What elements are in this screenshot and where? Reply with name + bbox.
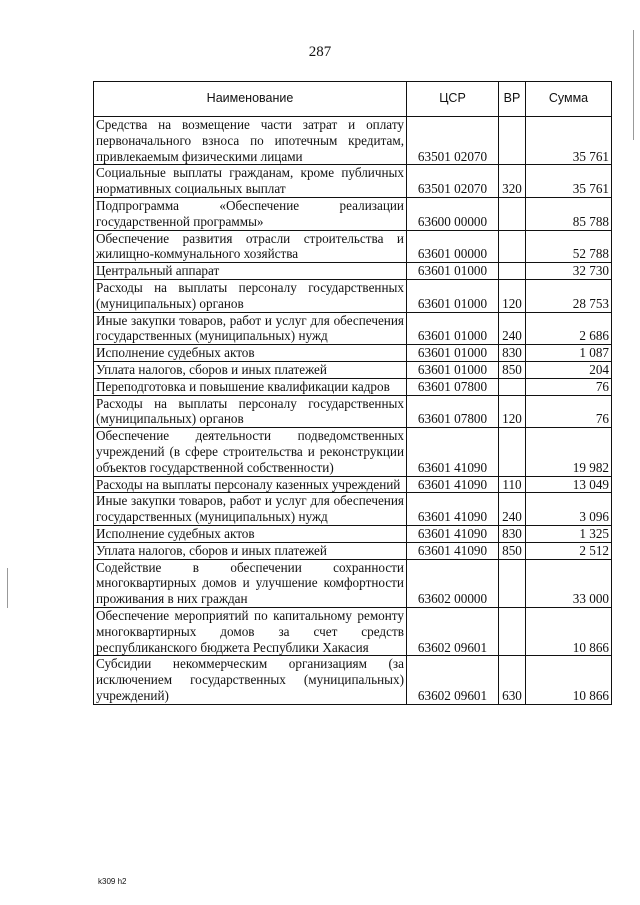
row-vr: 830 — [499, 525, 526, 542]
row-csr: 63602 09601 — [407, 607, 499, 655]
row-sum: 3 096 — [526, 493, 612, 526]
table-row — [94, 395, 612, 428]
table-row — [94, 607, 612, 655]
scan-margin-mark — [7, 568, 8, 608]
table-row — [94, 428, 612, 476]
row-name: Расходы на выплаты персоналу государственных (муниципальных) органов — [94, 395, 407, 428]
row-name: Обеспечение деятельности подведомственных учреждений (в сфере строительства и реконструкции объектов государственной собственности) — [94, 428, 407, 476]
row-vr: 850 — [499, 542, 526, 559]
row-name: Социальные выплаты гражданам, кроме публичных нормативных социальных выплат — [94, 165, 407, 198]
row-csr: 63601 01000 — [407, 312, 499, 345]
row-sum: 35 761 — [526, 165, 612, 198]
row-csr: 63501 02070 — [407, 165, 499, 198]
row-vr: 110 — [499, 476, 526, 493]
row-sum: 35 761 — [526, 117, 612, 165]
table-row — [94, 197, 612, 230]
row-name: Субсидии некоммерческим организациям (за исключением государственных (муниципальных) учреждений) — [94, 656, 407, 704]
table-row — [94, 263, 612, 280]
row-csr: 63601 01000 — [407, 345, 499, 362]
row-csr: 63601 01000 — [407, 279, 499, 312]
header-name: Наименование — [94, 82, 407, 117]
row-vr — [499, 263, 526, 280]
row-vr: 850 — [499, 361, 526, 378]
row-name: Уплата налогов, сборов и иных платежей — [94, 542, 407, 559]
row-sum: 10 866 — [526, 656, 612, 704]
row-csr: 63601 41090 — [407, 525, 499, 542]
row-vr — [499, 117, 526, 165]
row-name: Содействие в обеспечении сохранности многоквартирных домов и улучшение комфортности проживания в них граждан — [94, 559, 407, 607]
row-name: Обеспечение развития отрасли строительства и жилищно-коммунального хозяйства — [94, 230, 407, 263]
scan-margin-mark — [633, 30, 634, 140]
row-sum: 28 753 — [526, 279, 612, 312]
row-vr: 120 — [499, 279, 526, 312]
row-sum: 1 325 — [526, 525, 612, 542]
row-sum: 32 730 — [526, 263, 612, 280]
row-sum: 52 788 — [526, 230, 612, 263]
row-name: Обеспечение мероприятий по капитальному ремонту многоквартирных домов за счет средств республиканского бюджета Республики Хакасия — [94, 607, 407, 655]
row-csr: 63601 41090 — [407, 542, 499, 559]
row-name: Переподготовка и повышение квалификации кадров — [94, 378, 407, 395]
row-vr: 240 — [499, 493, 526, 526]
row-sum: 85 788 — [526, 197, 612, 230]
row-vr: 830 — [499, 345, 526, 362]
row-vr — [499, 378, 526, 395]
table-row — [94, 559, 612, 607]
row-sum: 2 686 — [526, 312, 612, 345]
header-csr: ЦСР — [407, 82, 499, 117]
row-name: Иные закупки товаров, работ и услуг для обеспечения государственных (муниципальных) нужд — [94, 312, 407, 345]
row-name: Исполнение судебных актов — [94, 525, 407, 542]
row-vr: 320 — [499, 165, 526, 198]
header-vr: ВР — [499, 82, 526, 117]
table-row — [94, 361, 612, 378]
row-name: Средства на возмещение части затрат и оплату первоначального взноса по ипотечным кредитам, привлекаемым физическими лицами — [94, 117, 407, 165]
row-sum: 2 512 — [526, 542, 612, 559]
table-body — [94, 117, 612, 705]
budget-table — [93, 81, 612, 705]
row-sum: 10 866 — [526, 607, 612, 655]
table-row — [94, 525, 612, 542]
row-name: Центральный аппарат — [94, 263, 407, 280]
row-vr — [499, 230, 526, 263]
row-vr — [499, 559, 526, 607]
row-csr: 63601 41090 — [407, 493, 499, 526]
row-name: Исполнение судебных актов — [94, 345, 407, 362]
table-row — [94, 230, 612, 263]
row-name: Расходы на выплаты персоналу государственных (муниципальных) органов — [94, 279, 407, 312]
row-csr: 63600 00000 — [407, 197, 499, 230]
row-vr: 240 — [499, 312, 526, 345]
page-number: 287 — [308, 44, 332, 60]
table-row — [94, 476, 612, 493]
row-sum: 76 — [526, 395, 612, 428]
table-row — [94, 117, 612, 165]
table-row — [94, 345, 612, 362]
row-csr: 63601 01000 — [407, 263, 499, 280]
row-sum: 204 — [526, 361, 612, 378]
row-csr: 63602 00000 — [407, 559, 499, 607]
table-header-row — [94, 82, 612, 117]
row-name: Подпрограмма «Обеспечение реализации государственной программы» — [94, 197, 407, 230]
table-row — [94, 165, 612, 198]
row-csr: 63602 09601 — [407, 656, 499, 704]
row-csr: 63601 07800 — [407, 395, 499, 428]
row-sum: 19 982 — [526, 428, 612, 476]
table-row — [94, 656, 612, 704]
row-vr — [499, 428, 526, 476]
footer-code: k309 h2 — [98, 877, 127, 886]
table-row — [94, 542, 612, 559]
row-vr — [499, 197, 526, 230]
row-sum: 33 000 — [526, 559, 612, 607]
table-row — [94, 378, 612, 395]
header-sum: Сумма — [526, 82, 612, 117]
table-row — [94, 279, 612, 312]
row-sum: 13 049 — [526, 476, 612, 493]
table-row — [94, 312, 612, 345]
row-sum: 76 — [526, 378, 612, 395]
row-vr: 120 — [499, 395, 526, 428]
table-row — [94, 493, 612, 526]
row-vr — [499, 607, 526, 655]
row-vr: 630 — [499, 656, 526, 704]
row-csr: 63601 01000 — [407, 361, 499, 378]
row-csr: 63601 07800 — [407, 378, 499, 395]
row-csr: 63501 02070 — [407, 117, 499, 165]
row-csr: 63601 41090 — [407, 428, 499, 476]
row-name: Иные закупки товаров, работ и услуг для обеспечения государственных (муниципальных) нужд — [94, 493, 407, 526]
row-csr: 63601 00000 — [407, 230, 499, 263]
row-name: Уплата налогов, сборов и иных платежей — [94, 361, 407, 378]
row-csr: 63601 41090 — [407, 476, 499, 493]
row-name: Расходы на выплаты персоналу казенных учреждений — [94, 476, 407, 493]
row-sum: 1 087 — [526, 345, 612, 362]
